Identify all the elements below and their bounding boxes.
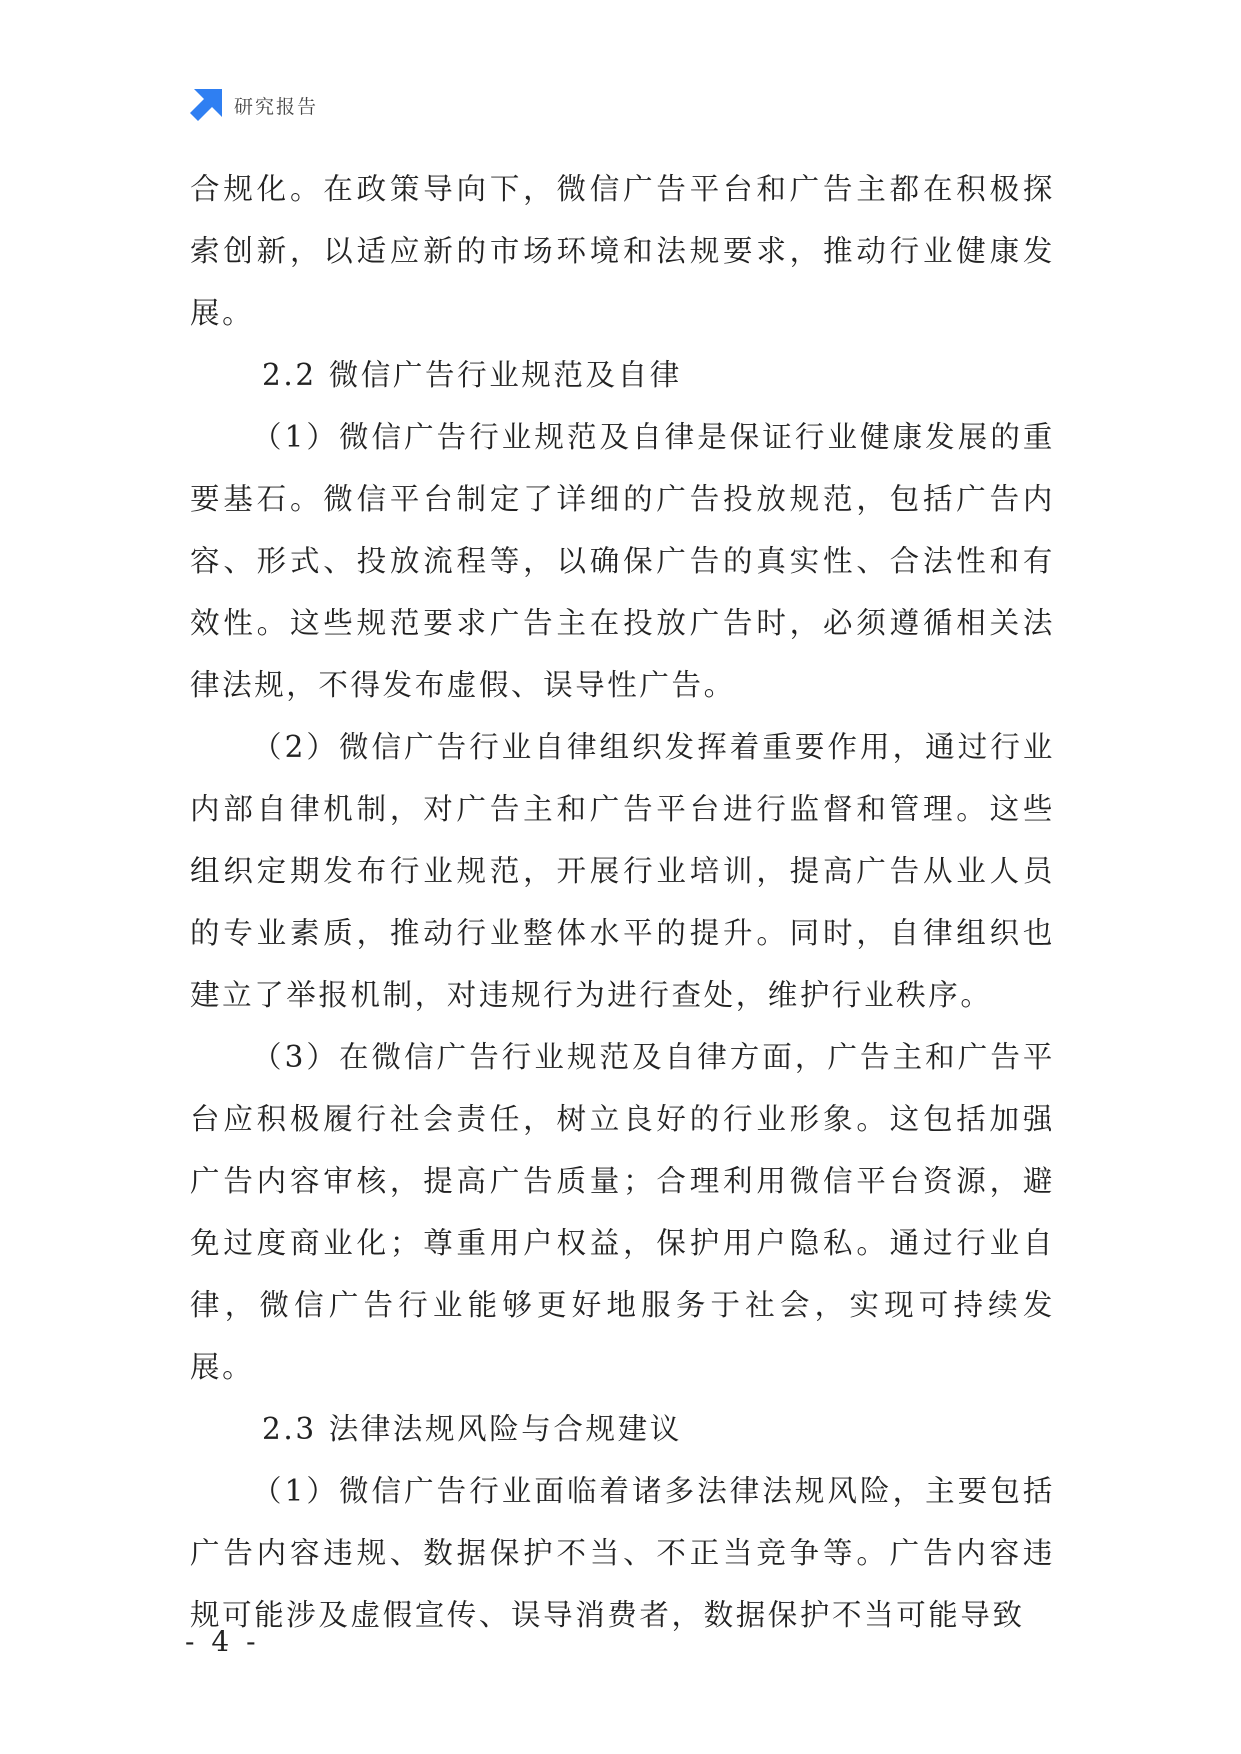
section-heading-2-3: 2.3 法律法规风险与合规建议 xyxy=(262,1412,682,1446)
page-number: - 4 - xyxy=(185,1625,260,1658)
paragraph-2-2-2: （2）微信广告行业自律组织发挥着重要作用，通过行业内部自律机制，对广告主和广告平台进行监督和管理。这些组织定期发布行业规范，开展行业培训，提高广告从业人员的专业素质，推动行业整体水平的提升。同时，自律组织也建立了举报机制，对违规行为进行查处，维护行业秩序。 xyxy=(190,730,1055,1012)
paragraph-2-2-3: （3）在微信广告行业规范及自律方面，广告主和广告平台应积极履行社会责任，树立良好的行业形象。这包括加强广告内容审核，提高广告质量；合理利用微信平台资源，避免过度商业化；尊重用户权益，保护用户隐私。通过行业自律，微信广告行业能够更好地服务于社会，实现可持续发展。 xyxy=(190,1040,1055,1384)
section-heading-2-2: 2.2 微信广告行业规范及自律 xyxy=(262,358,682,392)
paragraph-continuation: 合规化。在政策导向下，微信广告平台和广告主都在积极探索创新，以适应新的市场环境和法规要求，推动行业健康发展。 xyxy=(190,172,1055,330)
paragraph-2-3-1: （1）微信广告行业面临着诸多法律法规风险，主要包括广告内容违规、数据保护不当、不正当竞争等。广告内容违规可能涉及虚假宣传、误导消费者，数据保护不当可能导致 xyxy=(190,1474,1055,1632)
document-body xyxy=(190,158,1055,1646)
header-title: 研究报告 xyxy=(234,95,319,118)
report-header xyxy=(190,88,318,122)
arrow-up-right-logo-icon xyxy=(190,89,222,121)
paragraph-2-2-1: （1）微信广告行业规范及自律是保证行业健康发展的重要基石。微信平台制定了详细的广告投放规范，包括广告内容、形式、投放流程等，以确保广告的真实性、合法性和有效性。这些规范要求广告主在投放广告时，必须遵循相关法律法规，不得发布虚假、误导性广告。 xyxy=(190,420,1055,702)
